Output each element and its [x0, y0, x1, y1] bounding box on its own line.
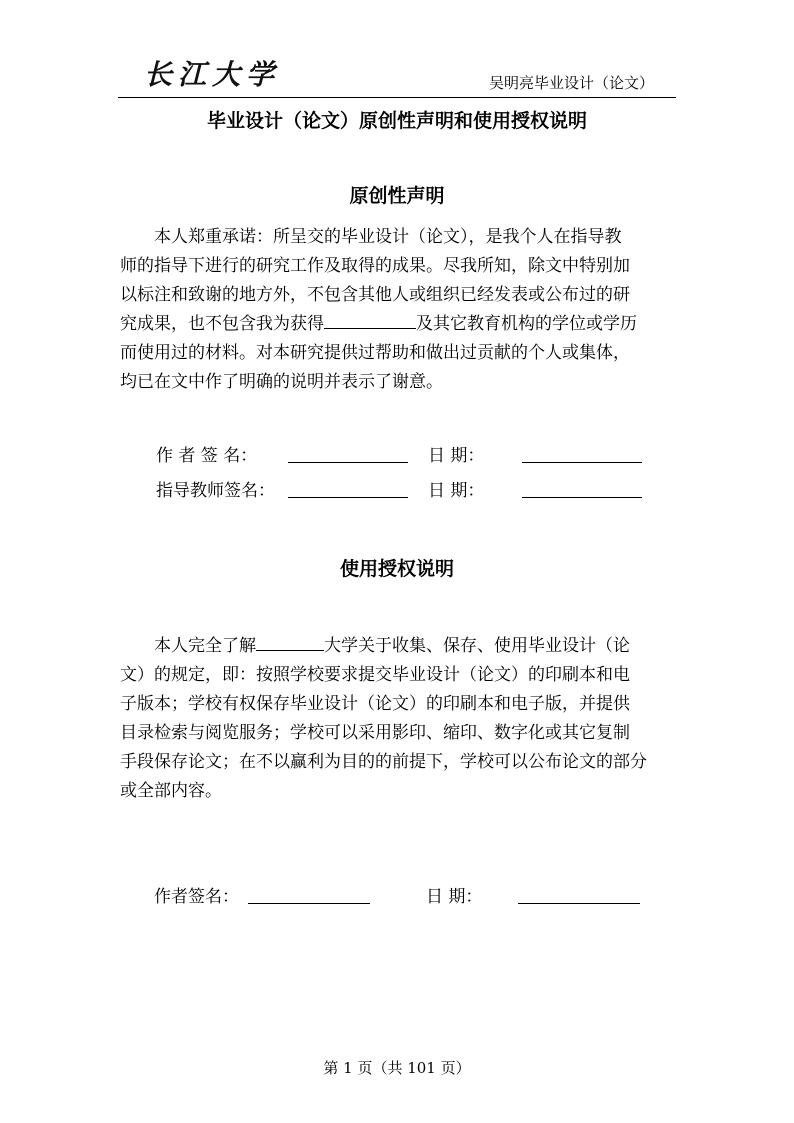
originality-line-5: 而使用过的材料。对本研究提供过帮助和做出过贡献的个人或集体，	[120, 343, 630, 363]
originality-line-1: 本人郑重承诺：所呈交的毕业设计（论文），是我个人在指导教	[154, 227, 622, 247]
authorization-line-3: 子版本；学校有权保存毕业设计（论文）的印刷本和电子版，并提供	[120, 694, 630, 714]
authorization-title: 使用授权说明	[339, 558, 454, 580]
authorization-line-6: 或全部内容。	[120, 781, 222, 801]
originality-line-3: 以标注和致谢的地方外，不包含其他人或组织已经发表或公布过的研	[120, 285, 630, 305]
header-rule	[118, 97, 676, 98]
authorization-signature-label: 作者签名：	[154, 887, 239, 907]
originality-line-4b: 及其它教育机构的学位或学历	[416, 314, 637, 334]
originality-line-6: 均已在文中作了明确的说明并表示了谢意。	[120, 372, 443, 392]
authorization-line-1b: 大学关于收集、保存、使用毕业设计（论	[324, 636, 630, 656]
author-date-line[interactable]	[522, 462, 642, 463]
authorization-date-line[interactable]	[518, 903, 640, 904]
authorization-line-2: 文）的规定，即：按照学校要求提交毕业设计（论文）的印刷本和电	[120, 665, 630, 685]
authorization-signature-row	[120, 882, 676, 908]
author-signature-row	[120, 441, 676, 467]
document-title: 毕业设计（论文）原创性声明和使用授权说明	[206, 110, 587, 132]
authorization-signature-line[interactable]	[248, 903, 370, 904]
authorization-line-1a: 本人完全了解	[154, 636, 256, 656]
authorization-line-4: 目录检索与阅览服务；学校可以采用影印、缩印、数字化或其它复制	[120, 723, 630, 743]
author-date-label: 日 期：	[428, 446, 485, 466]
originality-line-4a: 究成果，也不包含我为获得	[120, 314, 324, 334]
page-number: 第 1 页（共 101 页）	[323, 1059, 471, 1077]
university-blank	[256, 632, 324, 651]
author-signature-line[interactable]	[288, 462, 408, 463]
originality-line-4	[120, 310, 676, 339]
originality-line-2: 师的指导下进行的研究工作及取得的成果。尽我所知，除文中特别加	[120, 256, 630, 276]
advisor-date-label: 日 期：	[428, 481, 485, 501]
originality-title: 原创性声明	[349, 185, 445, 207]
advisor-date-line[interactable]	[522, 497, 642, 498]
advisor-signature-row	[120, 476, 676, 502]
originality-paragraph	[120, 223, 676, 397]
author-signature-label: 作 者 签 名：	[156, 446, 258, 466]
advisor-signature-line[interactable]	[288, 497, 408, 498]
authorization-paragraph	[120, 632, 676, 806]
degree-blank	[324, 310, 416, 329]
authorization-date-label: 日 期：	[426, 887, 483, 907]
university-logo	[140, 56, 340, 92]
authorization-line-5: 手段保存论文；在不以赢利为目的的前提下，学校可以公布论文的部分	[120, 752, 647, 772]
advisor-signature-label: 指导教师签名：	[156, 481, 275, 501]
authorization-line-1	[120, 632, 676, 661]
logo-text: 长江大学	[144, 58, 281, 91]
header-title: 吴明亮毕业设计（论文）	[488, 74, 654, 92]
